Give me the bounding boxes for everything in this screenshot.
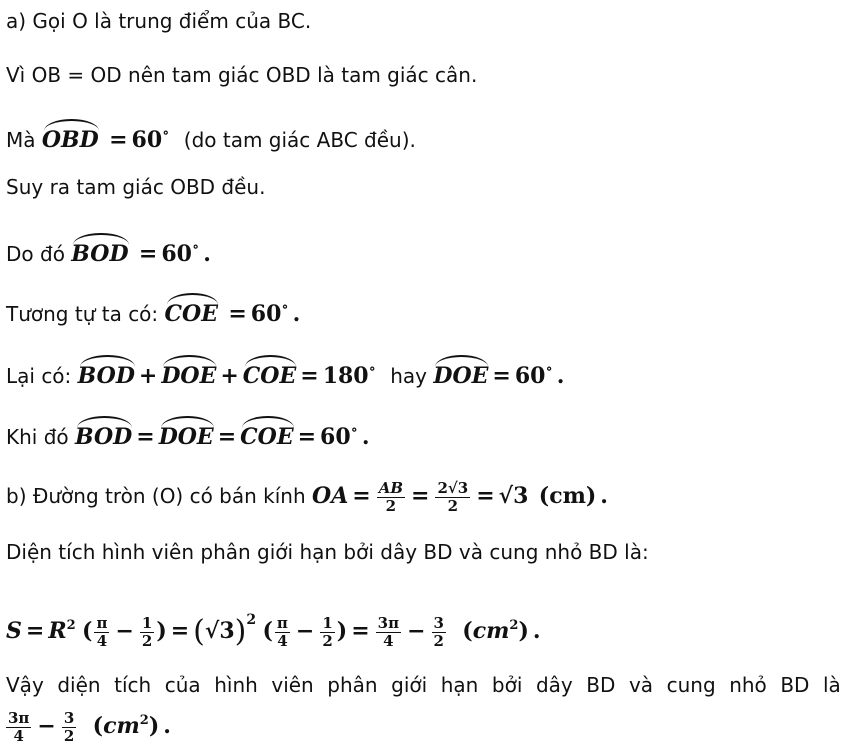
degree-symbol: ∘ xyxy=(350,422,358,438)
degree-symbol: ∘ xyxy=(162,125,170,141)
conclusion-word: là xyxy=(823,673,841,697)
equals: = xyxy=(136,424,155,450)
angle-coe: COE xyxy=(165,293,218,329)
conclusion-word: BD xyxy=(780,673,810,697)
angle-coe: COE xyxy=(240,416,293,452)
conclusion-word: của xyxy=(164,673,201,697)
angle-doe: DOE xyxy=(433,355,488,391)
radius-r: R xyxy=(48,618,67,644)
line-5-prefix: Do đó xyxy=(6,242,65,266)
minus: − xyxy=(295,618,315,644)
period: . xyxy=(203,241,211,267)
line-6 xyxy=(6,292,304,329)
paren-open: ( xyxy=(92,713,104,739)
line-10: Diện tích hình viên phân giới hạn bởi dây BD và cung nhỏ BD là: xyxy=(6,540,649,564)
sqrt3: √3 xyxy=(204,618,235,644)
paren-close: ) xyxy=(156,618,167,644)
line-11-area-formula xyxy=(6,598,545,654)
angle-bod: BOD xyxy=(78,355,135,391)
exponent-2: 2 xyxy=(246,612,257,628)
conclusion-word: tích xyxy=(114,673,152,697)
equals: = xyxy=(352,483,371,509)
numerator: π xyxy=(96,614,108,632)
numerator: 3π xyxy=(8,709,30,727)
line-3 xyxy=(6,118,416,155)
value-180: 180 xyxy=(322,363,369,389)
line-9 xyxy=(6,476,612,516)
unit-cm: cm xyxy=(103,713,140,739)
sqrt3: √3 xyxy=(498,483,529,509)
conclusion-word: hình xyxy=(214,673,258,697)
numerator: 1 xyxy=(141,614,153,632)
conclusion-word: phân xyxy=(327,673,378,697)
paren-open: ( xyxy=(262,618,273,644)
conclusion-word: giới xyxy=(391,673,428,697)
numerator: AB xyxy=(378,479,404,497)
line-7 xyxy=(6,354,568,391)
minus: − xyxy=(115,618,134,644)
equals: = xyxy=(217,424,237,450)
denominator: 2 xyxy=(63,727,75,745)
angle-doe: DOE xyxy=(159,416,214,452)
numerator: 3 xyxy=(433,614,444,632)
line-2: Vì OB = OD nên tam giác OBD là tam giác cân. xyxy=(6,63,478,87)
exponent-2: 2 xyxy=(509,618,519,633)
numerator: 3 xyxy=(63,709,75,727)
conclusion-word: cung xyxy=(666,673,716,697)
big-paren-open: ( xyxy=(193,614,205,649)
fraction-3-over-2 xyxy=(62,710,76,745)
big-paren-close: ) xyxy=(234,614,247,649)
unit-cm: cm xyxy=(472,618,510,644)
conclusion-word: bởi xyxy=(491,673,523,697)
angle-coe: COE xyxy=(243,355,296,391)
paren-open: ( xyxy=(82,618,93,644)
paren-open: ( xyxy=(462,618,473,644)
angle-bod: BOD xyxy=(75,416,132,452)
line-4: Suy ra tam giác OBD đều. xyxy=(6,175,266,199)
degree-symbol: ∘ xyxy=(545,361,553,377)
conclusion-word: diện xyxy=(57,673,101,697)
paren-close: ) xyxy=(148,713,160,739)
plus: + xyxy=(220,363,239,389)
conclusion-word: và xyxy=(628,673,654,697)
denominator: 4 xyxy=(383,632,394,650)
conclusion-word: hạn xyxy=(440,673,479,697)
fraction-1-over-2 xyxy=(320,615,334,650)
value-60: 60 xyxy=(131,127,163,153)
denominator: 4 xyxy=(96,632,108,650)
degree-symbol: ∘ xyxy=(368,361,376,377)
unit-cm: (cm) xyxy=(538,483,597,509)
fraction-2root3-over-2 xyxy=(435,480,470,515)
period: . xyxy=(532,618,541,644)
line-8-prefix: Khi đó xyxy=(6,425,69,449)
minus: − xyxy=(37,713,56,739)
equals: = xyxy=(492,363,511,389)
denominator: 4 xyxy=(277,632,288,650)
denominator: 2 xyxy=(322,632,333,650)
plus: + xyxy=(138,363,158,389)
value-60: 60 xyxy=(514,363,546,389)
numerator: 3π xyxy=(377,614,400,632)
angle-obd: OBD xyxy=(42,119,99,155)
denominator: 4 xyxy=(13,727,24,745)
conclusion-word: viên xyxy=(271,673,314,697)
period: . xyxy=(600,483,608,509)
equals: = xyxy=(228,301,247,327)
fraction-ab-over-2 xyxy=(377,480,405,515)
line-7-hay: hay xyxy=(390,364,428,388)
exponent-2: 2 xyxy=(66,618,76,633)
numerator: 1 xyxy=(322,614,333,632)
value-60: 60 xyxy=(250,301,282,327)
paren-close: ) xyxy=(336,618,348,644)
line-1: a) Gọi O là trung điểm của BC. xyxy=(6,9,312,33)
period: . xyxy=(292,301,301,327)
paren-close: ) xyxy=(518,618,529,644)
denominator: 2 xyxy=(141,632,153,650)
equals: = xyxy=(109,127,128,153)
conclusion-word: nhỏ xyxy=(729,673,767,697)
line-13-result xyxy=(6,700,175,747)
line-7-prefix: Lại có: xyxy=(6,364,72,388)
degree-symbol: ∘ xyxy=(191,239,200,255)
conclusion-word: Vậy xyxy=(6,673,44,697)
equals: = xyxy=(411,483,430,509)
fraction-pi-over-4 xyxy=(275,615,290,650)
numerator: π xyxy=(276,614,288,632)
line-9-prefix: b) Đường tròn (O) có bán kính xyxy=(6,484,306,508)
equals: = xyxy=(138,241,158,267)
period: . xyxy=(361,424,370,450)
line-12 xyxy=(6,670,841,700)
radius-oa: OA xyxy=(312,483,349,509)
numerator: 2√3 xyxy=(437,479,469,497)
denominator: 2 xyxy=(447,497,459,515)
line-6-prefix: Tương tự ta có: xyxy=(6,302,159,326)
equals: = xyxy=(297,424,317,450)
value-60: 60 xyxy=(161,241,192,267)
fraction-3-over-2 xyxy=(432,615,446,650)
equals: = xyxy=(170,618,190,644)
exponent-2: 2 xyxy=(139,713,149,728)
value-60: 60 xyxy=(320,424,351,450)
equals: = xyxy=(300,363,319,389)
line-3-suffix: (do tam giác ABC đều). xyxy=(183,128,416,152)
minus: − xyxy=(407,618,426,644)
degree-symbol: ∘ xyxy=(281,299,289,315)
period: . xyxy=(556,363,565,389)
denominator: 2 xyxy=(385,497,397,515)
equals: = xyxy=(25,618,45,644)
fraction-3pi-over-4 xyxy=(376,615,401,650)
angle-bod: BOD xyxy=(71,233,128,269)
line-3-prefix: Mà xyxy=(6,128,36,152)
area-s: S xyxy=(6,618,22,644)
equals: = xyxy=(351,618,370,644)
angle-doe: DOE xyxy=(161,355,216,391)
fraction-1-over-2 xyxy=(140,615,154,650)
fraction-3pi-over-4 xyxy=(6,710,31,745)
equals: = xyxy=(476,483,495,509)
conclusion-word: dây xyxy=(535,673,573,697)
line-5 xyxy=(6,232,215,269)
denominator: 2 xyxy=(433,632,444,650)
period: . xyxy=(163,713,171,739)
fraction-pi-over-4 xyxy=(94,615,109,650)
line-8 xyxy=(6,415,374,452)
conclusion-word: BD xyxy=(586,673,616,697)
